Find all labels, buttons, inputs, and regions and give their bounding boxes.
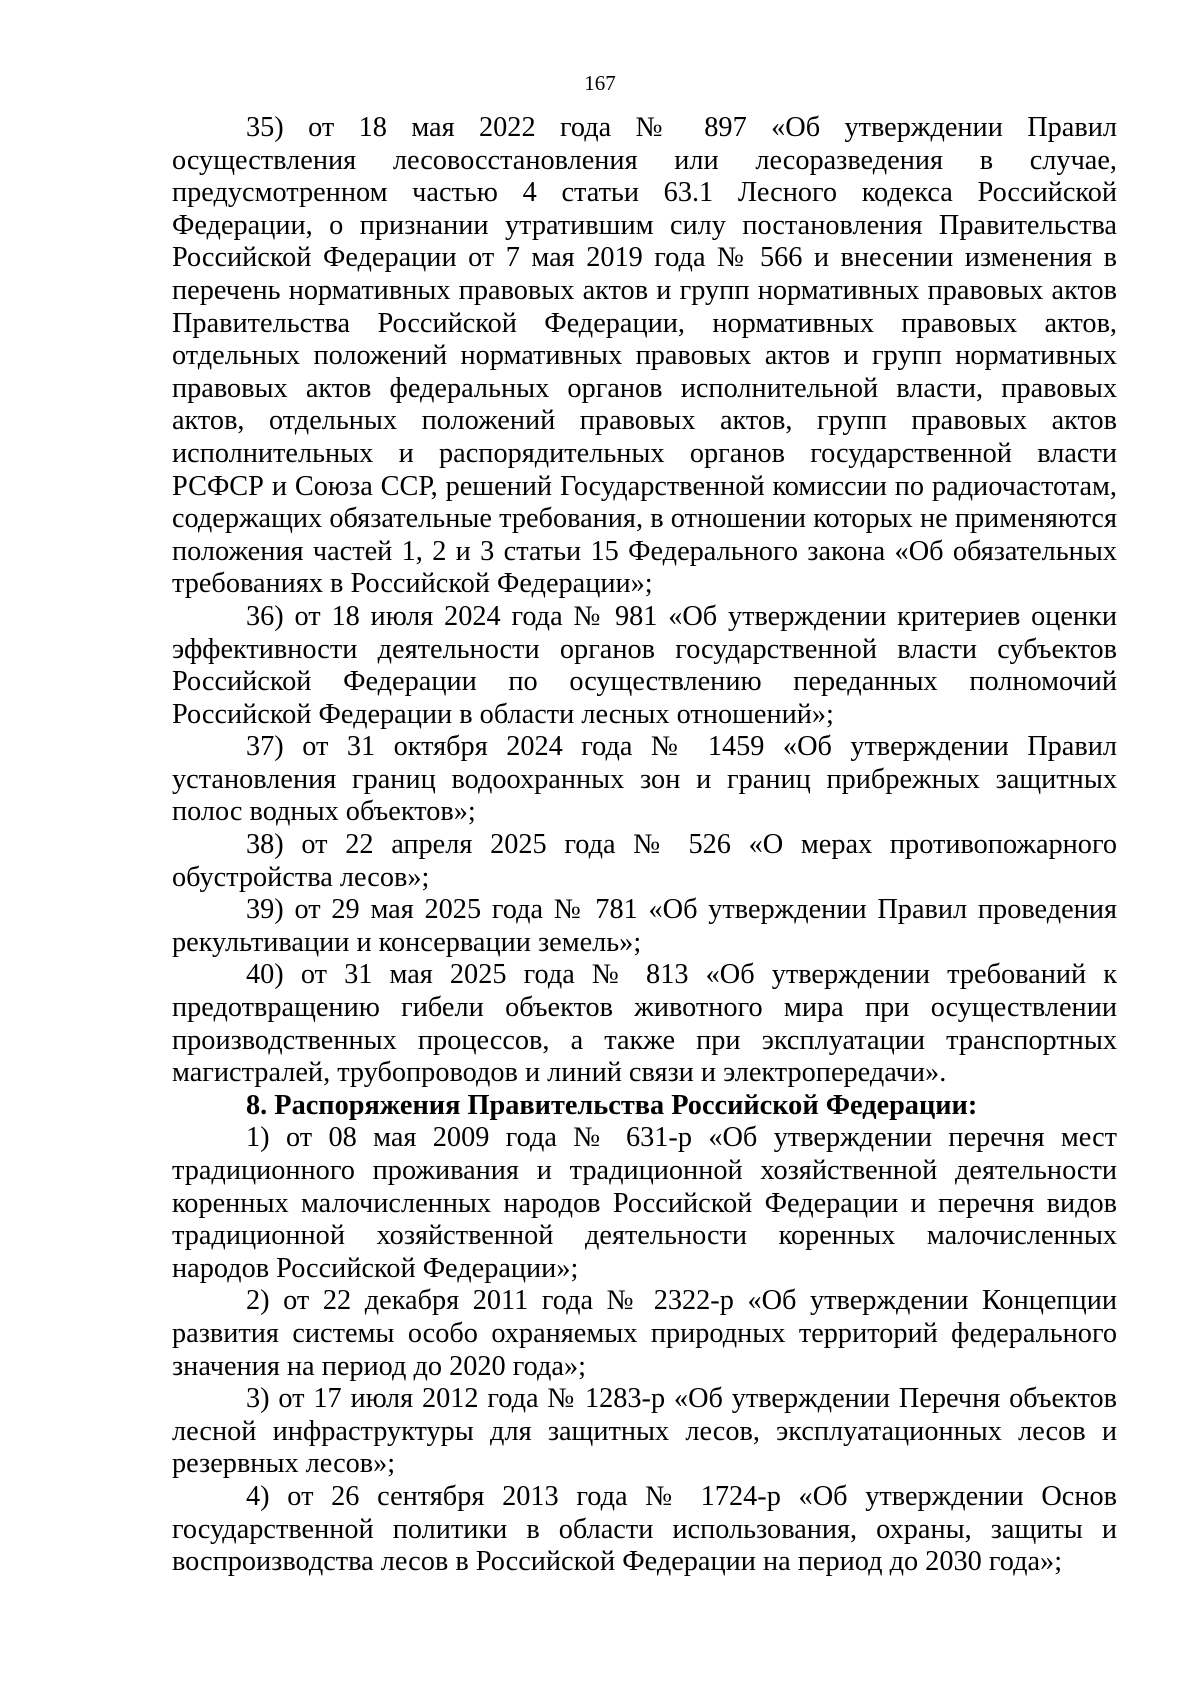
list-item-35: 35) от 18 мая 2022 года № 897 «Об утверждении Правил осуществления лесовосстановления или лесоразведения в случае, предусмотренном частью 4 статьи 63.1 Лесного кодекса Российской Федерации, о признании утратившим силу постановления Правительства Российской Федерации от 7 мая 2019 года № 566 и внесении изменения в перечень нормативных правовых актов и групп нормативных правовых актов Правительства Российской Федерации, нормативных правовых актов, отдельных положений нормативных правовых актов и групп нормативных правовых актов федеральных органов исполнительной власти, правовых актов, отдельных положений правовых актов, групп правовых актов исполнительных и распорядительных органов государственной власти РСФСР и Союза ССР, решений Государственной комиссии по радиочастотам, содержащих обязательные требования, в отношении которых не применяются положения частей 1, 2 и 3 статьи 15 Федерального закона «Об обязательных требованиях в Российской Федерации»; (172, 112, 1117, 600)
list-item-36: 36) от 18 июля 2024 года № 981 «Об утверждении критериев оценки эффективности деятельности органов государственной власти субъектов Российской Федерации по осуществлению переданных полномочий Российской Федерации в области лесных отношений»; (172, 600, 1117, 730)
section-item-1: 1) от 08 мая 2009 года № 631-р «Об утверждении перечня мест традиционного проживания и традиционной хозяйственной деятельности коренных малочисленных народов Российской Федерации и перечня видов традиционной хозяйственной деятельности коренных малочисленных народов Российской Федерации»; (172, 1122, 1117, 1284)
list-item-37: 37) от 31 октября 2024 года № 1459 «Об утверждении Правил установления границ водоохранных зон и границ прибрежных защитных полос водных объектов»; (172, 731, 1117, 828)
page-number: 167 (584, 71, 616, 95)
section-item-4: 4) от 26 сентября 2013 года № 1724-р «Об утверждении Основ государственной политики в области использования, охраны, защиты и воспроизводства лесов в Российской Федерации на период до 2030 года»; (172, 1480, 1117, 1578)
section-heading: 8. Распоряжения Правительства Российской Федерации: (246, 1089, 978, 1121)
section-item-2: 2) от 22 декабря 2011 года № 2322-р «Об утверждении Концепции развития системы особо охраняемых природных территорий федерального значения на период до 2020 года»; (172, 1285, 1117, 1382)
document-body (172, 112, 1117, 1579)
list-item-38: 38) от 22 апреля 2025 года № 526 «О мерах противопожарного обустройства лесов»; (172, 829, 1117, 893)
list-item-39: 39) от 29 мая 2025 года № 781 «Об утверждении Правил проведения рекультивации и консервации земель»; (172, 894, 1117, 958)
list-item-40: 40) от 31 мая 2025 года № 813 «Об утверждении требований к предотвращению гибели объектов животного мира при осуществлении производственных процессов, а также при эксплуатации транспортных магистралей, трубопроводов и линий связи и электропередачи». (172, 959, 1117, 1089)
section-item-3: 3) от 17 июля 2012 года № 1283-р «Об утверждении Перечня объектов лесной инфраструктуры для защитных лесов, эксплуатационных лесов и резервных лесов»; (172, 1383, 1117, 1480)
